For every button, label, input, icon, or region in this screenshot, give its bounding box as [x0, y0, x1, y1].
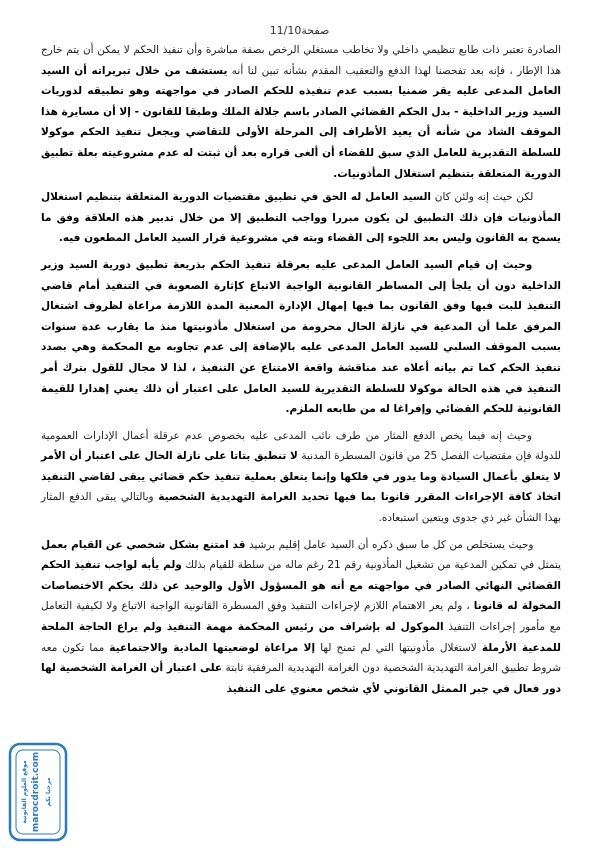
paragraph-2 — [41, 187, 561, 249]
paragraph-2-text2: فإن ذلك التطبيق لن يكون مبررا وواجب التطبيق إلا من خلال تدبير هذه العلاقة وفق ما يسمح به القانون وليس بعد اللجوء إلى القضاء وبته في مشروعية قرار السيد العامل المطعون فيه. — [41, 211, 561, 245]
paragraph-1 — [41, 40, 561, 184]
document-body — [41, 40, 561, 702]
paragraph-3-text: وحيث إن قيام السيد العامل المدعى عليه بعرقلة تنفيذ الحكم بذريعة تطبيق دورية السيد وزير الداخلية دون أن يلجأ إلى المساطر القانونية الواجبة الاتباع كإثارة الصعوبة في التنفيذ أمام قاضي التنفيذ للبت فيها وفق القانون بما فيها إمهال الإدارة المعنية المدة اللازمة مراعاة لظروف اشتغال المرفق علما أن المدعية في نازلة الحال محرومة من استغلال مأذونيتها منذ ما يقارب عدة سنوات بسبب الموقف السلبي للسيد العامل المدعى عليه بالإضافة إلى عدم تجاوبه مع المحكمة وهي بصدد تنفيذ الحكم كما تم بيانه أعلاه عند مناقشة واقعة الامتناع عن التنفيذ ، لذا لا مجال للقول بترك أمر التنفيذ في هذه الحالة موكولا للسلطة التقديرية للسيد العامل على اعتبار أن ذلك يعني إهدارا للقيمة القانونية للحكم القضائي وإفراغا له من طابعه الملزم. — [41, 258, 561, 416]
paragraph-5-bold: قد امتنع بشكل شخصي عن القيام بعمل — [41, 538, 246, 551]
svg-text:marocdroit.com: marocdroit.com — [31, 751, 41, 833]
paragraph-5-bold3: الموكول له بإشراف من رئيس المحكمة مهمة التنفيذ ولم يراع الحاجة الملحة للمدعية الأرملة — [41, 621, 561, 654]
paragraph-5-text5: مما تكون معه شروط تطبيق الغرامة التهديدية الشخصية دون الغرامة التهديدية المرفقية ثابتة — [41, 641, 561, 675]
paragraph-4 — [41, 426, 561, 529]
paragraph-2-text: لكن حيث إنه ولئن كان — [434, 191, 534, 204]
site-logo-stamp — [6, 742, 70, 842]
paragraph-1-bold: يستشف من خلال تبريراته أن السيد العامل المدعى عليه يقر ضمنيا بسبب عدم تنفيذه للحكم الصادر في مواجهته وهو تطبيقه لدوريات السيد وزير الداخلية - بدل الحكم القضائي الصادر باسم جلالة الملك وطبقا للقانون - إلا أن مسايرة هذا الموقف الشاذ من شأنه أن يعيد الأطراف إلى المرحلة الأولى للتقاضي ويجعل تنفيذ الحكم موكولا للسلطة التقديرية للعامل الذي سبق للقضاء أن ألغى قراره بعد أن ثبتت له عدم مشروعيته بعلة تطبيق الدورية المتعلقة بتنظيم استغلال المأذونيات. — [41, 64, 561, 180]
paragraph-5-bold5: على اعتبار أن الغرامة الشخصية لها دور فعال في جبر الممثل القانوني لأي شخص معنوي على التنفيذ — [41, 662, 561, 695]
paragraph-4-text: وحيث إنه فيما يخص الدفع المثار من طرف نائب المدعى عليه بخصوص عدم عرقلة أعمال الإدارات العمومية للدولة فإن مقتضيات الفصل 25 من قانون المسطرة المدنية — [41, 429, 561, 463]
paragraph-2-bold: السيد العامل له الحق في تطبيق مقتضيات الدورية المتعلقة بتنظيم استغلال المأذونيات — [41, 191, 561, 224]
paragraph-1-text: الصادرة تعتبر ذات طابع تنظيمي داخلي ولا تخاطب مستغلي الرخص بصفة مباشرة وأن تنفيذ الحكم لا يمكن أن يتم خارج هذا الإطار ، فإنه بعد تفحصنا لهذا الدفع والتعقيب المقدم بشأنه تبين لنا أنه — [41, 44, 561, 77]
paragraph-5 — [41, 535, 561, 700]
paragraph-5-text4: لاستغلال مأذونيتها التي لم تمنح لها — [320, 641, 477, 654]
paragraph-4-bold: لا تنطبق بتاتا على نازلة الحال على اعتبار أن الأمر لا يتعلق بأعمال السيادة وما يدور في فلكها وإنما يتعلق بعملية تنفيذ حكم قضائي يبقى لقاضي التنفيذ اتخاذ كافة الإجراءات المقرر قانونا بما فيها تحديد الغرامة التهديدية الشخصية — [41, 450, 562, 504]
page-number: صفحة11/10 — [269, 24, 330, 37]
paragraph-4-text2: وبالتالي يبقى الدفع المثار بهذا الشأن غير ذي جدوى ويتعين استبعاده. — [41, 491, 561, 525]
paragraph-5-bold2: ولم يأبه لواجب تنفيذ الحكم القضائي النهائي الصادر في مواجهته مع أنه هو المسؤول الأول والوحيد عن ذلك بحكم الاختصاصات المخولة له قانونا — [41, 559, 561, 613]
paragraph-5-bold4: إلا مراعاة لوضعيتها المادية والاجتماعية — [109, 641, 316, 654]
paragraph-5-text3: ، ولم يعر الاهتمام اللازم لإجراءات التنفيذ وفق المسطرة القانونية الواجبة الاتباع ولا لكيفية التعامل مع مأمور إجراءات التنفيذ — [41, 600, 561, 634]
svg-text:مرحبا بكم: مرحبا بكم — [45, 777, 52, 807]
paragraph-3 — [41, 255, 561, 420]
paragraph-5-text: وحيث يستخلص من كل ما سبق ذكره أن السيد عامل إقليم برشيد — [248, 538, 534, 551]
svg-text:موقع العلوم القانونية: موقع العلوم القانونية — [21, 760, 28, 824]
paragraph-5-text2: يتمثل في تمكين المدعية من تشغيل المأذونية رقم 21 رغم ماله من سلطة للقيام بذلك — [185, 559, 561, 572]
